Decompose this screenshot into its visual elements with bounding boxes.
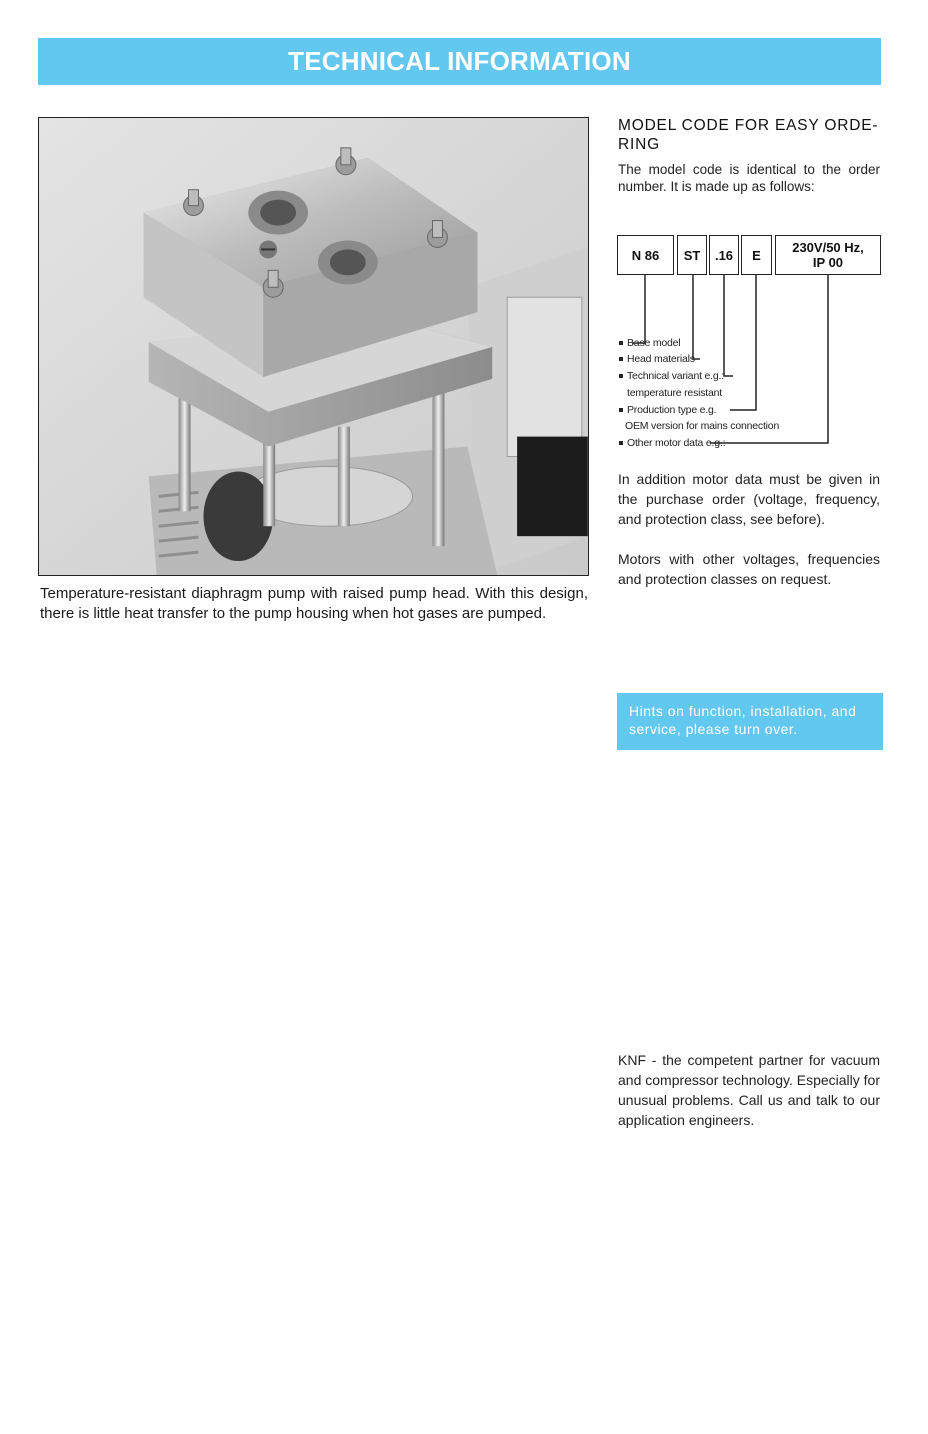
code-box-text: IP 00 (812, 255, 844, 270)
page-title: TECHNICAL INFORMATION (288, 46, 631, 76)
photo-caption: Temperature-resistant diaphragm pump with raised pump head. With this design, there is little heat transfer to the pump housing when hot gases are pumped. (40, 585, 588, 622)
legend-item (619, 370, 724, 383)
pump-photo (38, 117, 589, 576)
legend-label: Base model (627, 337, 681, 349)
code-box-text: ST (683, 247, 701, 263)
code-box-production-type (741, 235, 772, 275)
bullet-icon (619, 374, 623, 378)
bullet-icon (619, 341, 623, 345)
code-box-text: .16 (714, 247, 734, 263)
bullet-icon (619, 408, 623, 412)
other-motors-paragraph: Motors with other voltages, frequencies and protection classes on request. (618, 551, 880, 587)
code-box-text: E (752, 247, 761, 263)
bullet-icon (619, 441, 623, 445)
code-box-head-materials (677, 235, 707, 275)
legend-label: Other motor data e.g.: (627, 437, 726, 449)
hint-box: Hints on function, installation, and service, please turn over. (617, 693, 883, 750)
legend-sub: temperature resistant (627, 387, 723, 399)
legend-item (619, 404, 716, 417)
bullet-icon (619, 357, 623, 361)
header-bar (38, 38, 881, 85)
code-box-base-model (617, 235, 674, 275)
code-box-motor-data (775, 235, 881, 275)
legend-item (619, 353, 695, 366)
motor-data-paragraph: In addition motor data must be given in the purchase order (voltage, frequency, and protection class, see before). (618, 471, 880, 527)
code-box-text: 230V/50 Hz, (792, 240, 864, 255)
legend-item (619, 337, 680, 350)
legend-label: Head materials (627, 353, 695, 365)
model-code-heading: MODEL CODE FOR EASY ORDE-RING (618, 117, 879, 153)
legend-sub: OEM version for mains connection (625, 420, 780, 432)
legend-item (619, 437, 725, 450)
model-code-intro: The model code is identical to the order number. It is made up as follows: (618, 162, 880, 194)
knf-paragraph: KNF - the competent partner for vacuum and compressor technology. Especially for unusual problems. Call us and talk to our application engineers. (618, 1052, 880, 1128)
legend-label: Production type e.g. (627, 404, 717, 416)
code-box-text: N 86 (631, 247, 660, 263)
code-box-technical-variant (709, 235, 739, 275)
legend-label: Technical variant e.g.: (627, 370, 724, 382)
